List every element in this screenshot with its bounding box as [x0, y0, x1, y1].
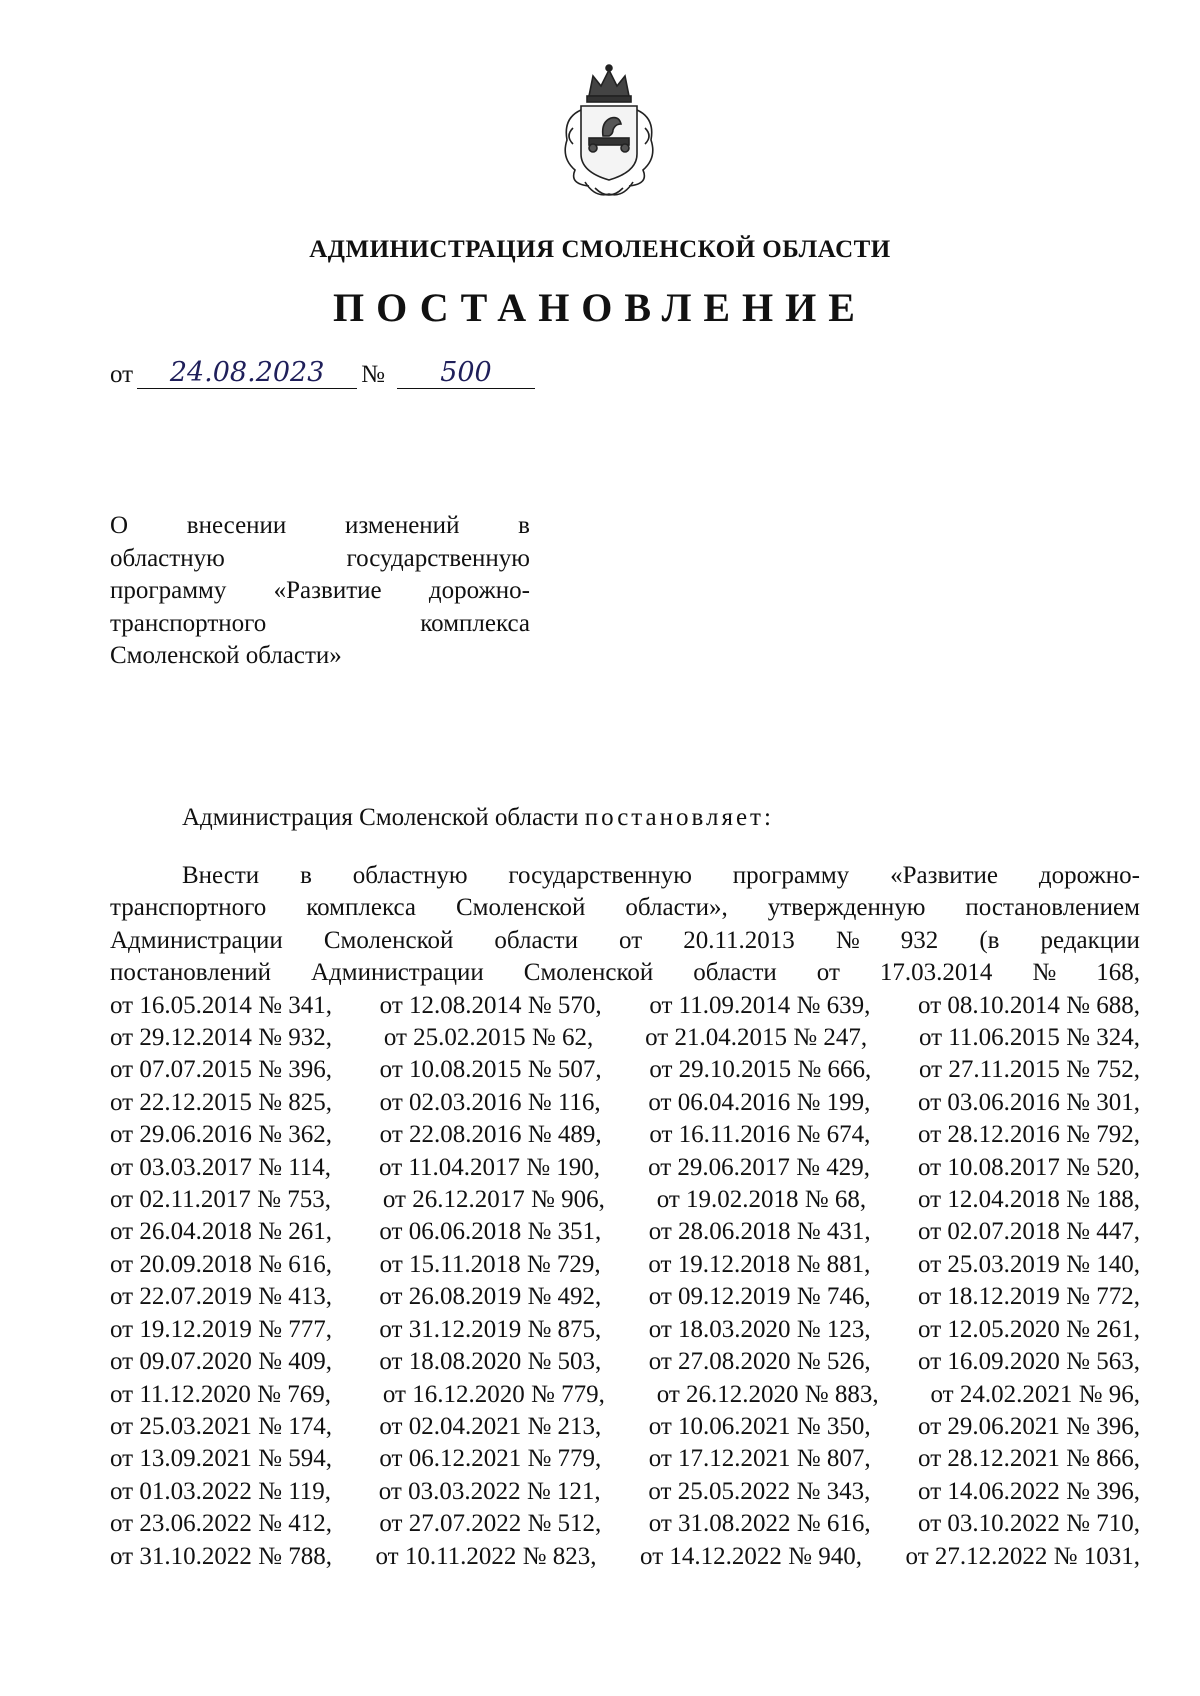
- handwritten-date: 24.08.2023: [137, 358, 357, 389]
- text-segment: от 18.12.2019 № 772,: [918, 1283, 1140, 1311]
- text-segment: внесении: [186, 512, 287, 539]
- resolution-phrase: [182, 804, 774, 832]
- text-line: [110, 640, 530, 673]
- text-segment: от 12.04.2018 № 188,: [918, 1186, 1140, 1214]
- text-segment: от 26.12.2020 № 883,: [656, 1380, 879, 1408]
- text-line: [110, 1476, 1140, 1508]
- text-line: [110, 1346, 1140, 1378]
- text-segment: программу: [732, 862, 850, 889]
- text-segment: от 02.03.2016 № 116,: [379, 1088, 601, 1116]
- text-segment: от 24.02.2021 № 96,: [930, 1380, 1140, 1408]
- text-line: [110, 1411, 1140, 1443]
- text-segment: областную: [352, 862, 468, 889]
- text-line: [110, 510, 530, 543]
- text-segment: от 28.06.2018 № 431,: [648, 1218, 871, 1246]
- resolution-lead: Администрация Смоленской области: [182, 804, 579, 831]
- text-line: [110, 1314, 1140, 1346]
- number-sign: №: [361, 361, 385, 388]
- text-segment: от 06.04.2016 № 199,: [648, 1088, 871, 1116]
- organization-title: АДМИНИСТРАЦИЯ СМОЛЕНСКОЙ ОБЛАСТИ: [309, 236, 891, 263]
- text-segment: от 22.08.2016 № 489,: [379, 1121, 602, 1149]
- text-segment: области»,: [625, 894, 728, 922]
- text-segment: от 11.06.2015 № 324,: [918, 1024, 1140, 1052]
- text-segment: постановлением: [965, 894, 1140, 922]
- text-segment: от 25.03.2021 № 174,: [110, 1412, 332, 1440]
- text-segment: утвержденную: [767, 894, 926, 922]
- text-line: [110, 1379, 1140, 1411]
- handwritten-number: 500: [397, 358, 535, 389]
- text-segment: от 12.08.2014 № 570,: [379, 991, 602, 1019]
- text-segment: от 06.12.2021 № 779,: [379, 1445, 602, 1473]
- text-segment: от 01.03.2022 № 119,: [110, 1477, 332, 1505]
- text-segment: от 10.06.2021 № 350,: [648, 1412, 871, 1440]
- text-segment: от 16.05.2014 № 341,: [110, 991, 332, 1019]
- text-segment: от 29.12.2014 № 932,: [110, 1024, 332, 1052]
- text-segment: области: [693, 959, 777, 987]
- text-segment: Администрации: [310, 959, 484, 987]
- text-segment: программу: [110, 577, 227, 604]
- text-segment: от 29.06.2017 № 429,: [648, 1153, 871, 1181]
- text-segment: от 27.12.2022 № 1031,: [905, 1542, 1140, 1570]
- text-line: [110, 1281, 1140, 1313]
- text-segment: от 03.03.2022 № 121,: [378, 1477, 601, 1505]
- text-line: [110, 925, 1140, 957]
- text-segment: от 03.06.2016 № 301,: [918, 1088, 1140, 1116]
- text-line: [110, 860, 1140, 892]
- text-segment: от 10.08.2015 № 507,: [379, 1056, 602, 1084]
- text-segment: от 27.07.2022 № 512,: [379, 1510, 602, 1538]
- text-segment: от 16.12.2020 № 779,: [382, 1380, 605, 1408]
- text-line: [110, 608, 530, 641]
- text-line: [110, 1022, 1140, 1054]
- text-segment: (в: [979, 926, 1000, 954]
- date-prefix: от: [110, 361, 134, 388]
- text-segment: от 03.10.2022 № 710,: [918, 1510, 1140, 1538]
- text-segment: от 18.03.2020 № 123,: [648, 1315, 871, 1343]
- text-segment: от 31.12.2019 № 875,: [379, 1315, 602, 1343]
- text-segment: от 29.10.2015 № 666,: [649, 1056, 872, 1084]
- text-segment: от 27.11.2015 № 752,: [918, 1056, 1140, 1084]
- text-segment: от 07.07.2015 № 396,: [110, 1056, 332, 1084]
- text-line: [110, 990, 1140, 1022]
- text-segment: от 08.10.2014 № 688,: [918, 991, 1140, 1019]
- text-segment: 20.11.2013: [683, 926, 795, 954]
- text-segment: 932: [900, 926, 939, 954]
- text-segment: от 21.04.2015 № 247,: [645, 1024, 868, 1052]
- text-line: [110, 1184, 1140, 1216]
- text-segment: от 19.12.2018 № 881,: [648, 1250, 871, 1278]
- text-segment: от 27.08.2020 № 526,: [648, 1348, 871, 1376]
- text-line: [110, 1087, 1140, 1119]
- text-segment: от 11.04.2017 № 190,: [379, 1153, 601, 1181]
- date-number-line: [110, 358, 535, 389]
- text-segment: от 19.02.2018 № 68,: [656, 1186, 867, 1214]
- text-segment: Администрации: [110, 926, 283, 954]
- text-segment: дорожно-: [1038, 862, 1140, 889]
- text-segment: «Развитие: [890, 862, 999, 889]
- text-segment: комплекса: [306, 894, 416, 922]
- text-segment: от 28.12.2021 № 866,: [918, 1445, 1140, 1473]
- text-segment: Внести: [182, 862, 260, 889]
- text-segment: «Развитие: [273, 577, 382, 604]
- text-segment: от 16.09.2020 № 563,: [918, 1348, 1140, 1376]
- body-text: [110, 860, 1140, 1573]
- document-type-title: ПОСТАНОВЛЕНИЕ: [333, 285, 867, 330]
- text-line: [110, 957, 1140, 989]
- text-line: [110, 1216, 1140, 1248]
- text-segment: от 06.06.2018 № 351,: [379, 1218, 602, 1246]
- text-segment: от 26.04.2018 № 261,: [110, 1218, 332, 1246]
- text-segment: от 09.07.2020 № 409,: [110, 1348, 332, 1376]
- text-line: [110, 1152, 1140, 1184]
- text-line: [110, 1443, 1140, 1475]
- text-line: [110, 1249, 1140, 1281]
- text-line: [110, 1054, 1140, 1086]
- text-segment: государственную: [508, 862, 692, 889]
- text-segment: в: [300, 862, 312, 889]
- text-segment: Смоленской: [455, 894, 586, 922]
- text-segment: постановлений: [110, 959, 271, 987]
- resolution-spaced-word: постановляет:: [584, 804, 774, 831]
- text-segment: от 10.11.2022 № 823,: [375, 1542, 597, 1570]
- text-segment: в: [518, 512, 530, 539]
- text-segment: транспортного: [110, 609, 267, 637]
- text-line: [110, 543, 530, 576]
- text-segment: от 14.06.2022 № 396,: [918, 1477, 1140, 1505]
- text-segment: от 22.12.2015 № 825,: [110, 1088, 332, 1116]
- text-line: [110, 1119, 1140, 1151]
- text-segment: изменений: [345, 512, 460, 539]
- text-segment: транспортного: [110, 894, 267, 922]
- text-segment: комплекса: [420, 609, 530, 637]
- text-segment: от 11.09.2014 № 639,: [649, 991, 871, 1019]
- text-segment: от 22.07.2019 № 413,: [110, 1283, 332, 1311]
- text-segment: дорожно-: [428, 577, 530, 604]
- text-segment: от 26.08.2019 № 492,: [379, 1283, 602, 1311]
- text-segment: от 25.05.2022 № 343,: [648, 1477, 871, 1505]
- text-segment: от: [619, 926, 643, 954]
- text-segment: от: [816, 959, 840, 987]
- text-segment: Смоленской области»: [110, 642, 342, 669]
- text-segment: О: [110, 512, 129, 539]
- text-segment: от 10.08.2017 № 520,: [918, 1153, 1140, 1181]
- subject-block: [110, 510, 530, 673]
- text-line: [110, 892, 1140, 924]
- text-segment: от 03.03.2017 № 114,: [110, 1153, 332, 1181]
- text-segment: от 31.10.2022 № 788,: [110, 1542, 332, 1570]
- text-segment: от 29.06.2016 № 362,: [110, 1121, 332, 1149]
- text-segment: от 02.04.2021 № 213,: [379, 1412, 602, 1440]
- text-line: [110, 1508, 1140, 1540]
- coat-of-arms-emblem: [555, 62, 663, 202]
- text-segment: от 09.12.2019 № 746,: [648, 1283, 871, 1311]
- text-segment: от 11.12.2020 № 769,: [110, 1380, 332, 1408]
- text-segment: от 13.09.2021 № 594,: [110, 1445, 332, 1473]
- text-segment: от 29.06.2021 № 396,: [918, 1412, 1140, 1440]
- text-segment: от 25.02.2015 № 62,: [383, 1024, 594, 1052]
- text-segment: от 31.08.2022 № 616,: [648, 1510, 871, 1538]
- text-segment: от 16.11.2016 № 674,: [649, 1121, 871, 1149]
- text-segment: от 28.12.2016 № 792,: [918, 1121, 1140, 1149]
- text-segment: №: [835, 926, 860, 954]
- text-segment: от 25.03.2019 № 140,: [918, 1250, 1140, 1278]
- text-segment: от 26.12.2017 № 906,: [382, 1186, 605, 1214]
- text-segment: №: [1032, 959, 1057, 987]
- text-segment: от 17.12.2021 № 807,: [648, 1445, 871, 1473]
- text-segment: 168,: [1096, 959, 1140, 987]
- text-segment: Смоленской: [323, 926, 454, 954]
- text-segment: области: [494, 926, 578, 954]
- text-segment: от 23.06.2022 № 412,: [110, 1510, 332, 1538]
- text-segment: редакции: [1040, 926, 1140, 954]
- text-segment: от 19.12.2019 № 777,: [110, 1315, 332, 1343]
- text-segment: от 20.09.2018 № 616,: [110, 1250, 332, 1278]
- text-segment: государственную: [346, 544, 530, 572]
- text-segment: от 14.12.2022 № 940,: [640, 1542, 862, 1570]
- text-segment: 17.03.2014: [879, 959, 993, 987]
- text-segment: от 18.08.2020 № 503,: [379, 1348, 602, 1376]
- text-segment: от 02.11.2017 № 753,: [110, 1186, 332, 1214]
- text-segment: Смоленской: [523, 959, 654, 987]
- text-segment: от 12.05.2020 № 261,: [918, 1315, 1140, 1343]
- text-segment: от 02.07.2018 № 447,: [918, 1218, 1140, 1246]
- text-line: [110, 1541, 1140, 1573]
- text-segment: от 15.11.2018 № 729,: [379, 1250, 601, 1278]
- text-line: [110, 575, 530, 608]
- text-segment: областную: [110, 544, 225, 572]
